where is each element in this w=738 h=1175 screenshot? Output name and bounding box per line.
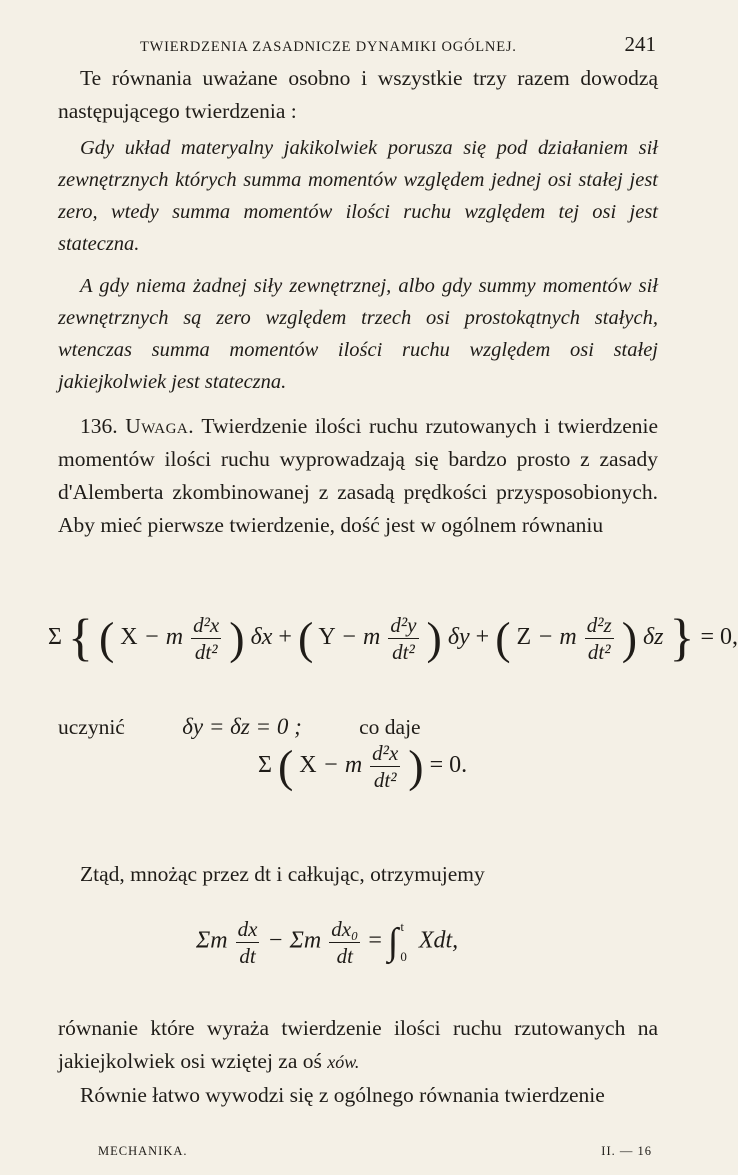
equation-general: Σ { ( X − m $\frac{\text{d²x}}{\text{dt²}}$ ) δx + ( Y − m $\frac{\text{d²y}}{\text{dt²}}$ ) δy + ( Z − m $\frac{\text{d²z}}{\text{dt²}}$ ) δz } = 0, <box>48 609 738 667</box>
section-label: Uwaga. <box>125 414 195 438</box>
header-title: TWIERDZENIA ZASADNICZE DYNAMIKI OGÓLNEJ. <box>140 39 517 55</box>
footer-sheet: II. — 16 <box>601 1144 652 1158</box>
text-block-end <box>58 1012 658 1112</box>
condition-expression: δy = δz = 0 ; <box>182 714 302 739</box>
eq-term-X: X <box>120 624 138 651</box>
paragraph-intro: Te równania uważane osobno i wszystkie trzy razem dowodzą następującego twierdzenia : <box>58 66 658 123</box>
paragraph-next: Równie łatwo wywodzi się z ogólnego równania twierdzenie <box>80 1083 605 1107</box>
text-block-1 <box>58 62 658 542</box>
sigma-symbol: Σ <box>48 624 62 651</box>
integral-sign: ∫ <box>387 921 399 963</box>
page-number: 241 <box>624 32 656 56</box>
remark-text: Twierdzenie ilości ruchu rzutowanych i twierdzenie momentów ilości ruchu wyprowadzają się bardzo prosto z zasady d'Alemberta zkombinowanej z zasadą prędkości przysposobionych. Aby mieć pierwsze twierdzenie, dość jest w ogólnem równaniu <box>58 414 658 537</box>
integral-limits: t 0 <box>400 919 407 964</box>
brace-close: } <box>669 609 695 667</box>
footer-signature: MECHANIKA. <box>98 1144 188 1158</box>
paragraph-conclusion: równanie które wyraża twierdzenie ilości ruchu rzutowanych na jakiejkolwiek osi wziętej za oś xów. <box>58 1016 658 1073</box>
brace-open: { <box>67 609 93 667</box>
eq-term-Z: Z <box>516 624 532 651</box>
fraction-d2x: $\frac{\text{d²x}}{\text{dt²}}$ <box>193 613 220 664</box>
equation-reduced: Σ ( X − m $\frac{\text{d²x}}{\text{dt²}}$ ) = 0. <box>258 740 468 792</box>
fraction-reduced: $\frac{\text{d²x}}{\text{dt²}}$ <box>372 741 399 792</box>
paragraph-remark <box>58 410 658 542</box>
equation-integral: Σm $\frac{dx}{dt}$ − Σm $\frac{\text{dx₀}}{dt}$ = ∫ t 0 Xdt, <box>196 912 458 972</box>
paragraph-theorem-2: A gdy niema żadnej siły zewnętrznej, albo gdy summy momentów sił zewnętrznych są zero względem trzech osi prostokątnych stałych, wtenczas summa momentów ilości ruchu względem osi stałej jakiejkolwiek jest stateczna. <box>58 275 658 393</box>
section-number: 136. <box>80 414 118 438</box>
fraction-dx-dt: $\frac{dx}{dt}$ <box>237 916 258 968</box>
running-header <box>140 32 656 57</box>
fraction-d2y: $\frac{\text{d²y}}{\text{dt²}}$ <box>390 613 417 664</box>
paragraph-condition: uczynić δy = δz = 0 ; co daje <box>58 714 421 739</box>
page-footer <box>98 1144 652 1159</box>
fraction-d2z: $\frac{\text{d²z}}{\text{dt²}}$ <box>586 613 612 664</box>
eq-term-Y: Y <box>318 624 335 651</box>
paragraph-theorem-1: Gdy układ materyalny jakikolwiek porusza się pod działaniem sił zewnętrznych których summa momentów względem jednej osi stałej jest zero, wtedy summa momentów ilości ruchu względem tej osi jest stateczna. <box>58 137 658 255</box>
paragraph-integration: Ztąd, mnożąc przez dt i całkując, otrzymujemy <box>80 862 485 886</box>
fraction-dx0-dt: $\frac{\text{dx₀}}{dt}$ <box>331 916 359 968</box>
